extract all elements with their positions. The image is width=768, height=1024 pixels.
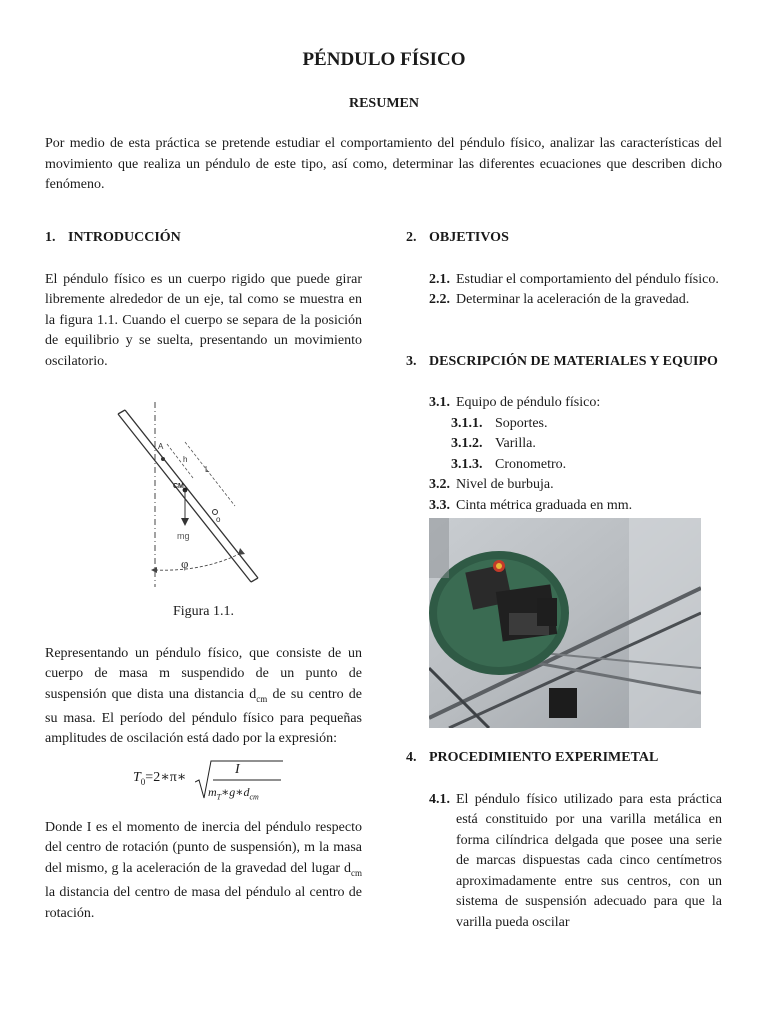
list-item: 3.1. Equipo de péndulo físico:	[429, 395, 601, 410]
label-cm: CM	[173, 483, 184, 490]
equipment-photo-drawing	[429, 518, 701, 728]
label-l: L	[205, 465, 210, 474]
figure-caption: Figura 1.1.	[172, 604, 235, 619]
label-a: A	[158, 442, 164, 451]
equipment-photo	[429, 518, 701, 728]
section-number: 4.	[406, 750, 417, 765]
section-number: 3.	[406, 353, 417, 369]
left-column	[45, 228, 362, 924]
objectives-list	[406, 270, 722, 311]
section-title: OBJETIVOS	[429, 230, 509, 245]
section-materials-heading	[406, 352, 722, 373]
procedure-list	[406, 790, 722, 934]
formula-numerator: I	[235, 761, 240, 777]
section-title: DESCRIPCIÓN DE MATERIALES Y EQUIPO	[429, 353, 718, 369]
section-number: 1.	[45, 230, 56, 245]
section-objectives-heading	[406, 228, 722, 249]
section-introduction-heading	[45, 228, 362, 249]
list-item: 3.1.1. Soportes.	[451, 415, 548, 431]
list-item: 3.2. Nivel de burbuja.	[429, 477, 554, 492]
list-item: 2.2. Determinar la aceleración de la gravedad.	[429, 292, 690, 307]
pendulum-figure	[45, 402, 362, 602]
list-item: 3.3. Cinta métrica graduada en mm.	[429, 497, 633, 513]
formula-denominator: $m_T∗g∗d_{cm}$	[208, 784, 259, 802]
materials-list	[406, 393, 722, 516]
intro-paragraph-3: Donde I es el momento de inercia del péndulo respecto del centro de rotación (punto de suspensión), m la masa del mismo, g la aceleración de la gravedad del lugar $d_{cm}$ la distancia del centro de masa del péndulo al centro de rotación.	[45, 819, 362, 921]
intro-paragraph-2: Representando un péndulo físico, que consiste de un cuerpo de masa m suspendido de un punto de suspensión que dista una distancia $d_{cm}$ de su centro de su masa. El período del péndulo físico para pequeñas amplitudes de oscilación está dado por la expresión:	[45, 645, 363, 747]
abstract-text: Por medio de esta práctica se pretende estudiar el comportamiento del péndulo físico, analizar las características del movimiento que realiza un péndulo de este tipo, así como, determinar las diferentes ecuaciones que describen dicho fenómeno.	[45, 136, 722, 192]
period-formula: $T_0=2∗\pi∗$ I $m_T∗g∗d_{cm}$	[45, 750, 362, 806]
pendulum-diagram	[45, 402, 362, 602]
list-item: 2.1. Estudiar el comportamiento del péndulo físico.	[429, 271, 719, 287]
list-item: 3.1.3. Cronometro.	[451, 456, 567, 472]
label-o: o	[216, 515, 221, 524]
intro-paragraph-1: El péndulo físico es un cuerpo rigido que puede girar libremente alrededor de un eje, tal como se muestra en la figura 1.1. Cuando el cuerpo se separa de la posición de equilibrio y se suelta, presentando un movimiento oscilatorio.	[45, 271, 362, 369]
section-title: PROCEDIMIENTO EXPERIMETAL	[429, 750, 659, 765]
list-item: 4.1. El péndulo físico utilizado para esta práctica está constituido por una varilla metálica en forma cilíndrica delgada que posee una serie de marcas dispuestas cada cinco centímetros aproximadamente entre sus centros, con un sistema de suspensión adecuado para que la varilla pueda oscilar	[429, 791, 722, 930]
section-number: 2.	[406, 230, 417, 245]
abstract-heading: RESUMEN	[348, 96, 419, 111]
section-title: INTRODUCCIÓN	[68, 230, 181, 245]
right-column	[406, 228, 722, 933]
label-h: h	[183, 455, 188, 464]
document-title: PÉNDULO FÍSICO	[302, 49, 466, 70]
list-item: 3.1.2. Varilla.	[451, 436, 536, 451]
label-phi: φ	[181, 556, 189, 571]
section-procedure-heading	[406, 748, 722, 769]
label-mg: mg	[177, 531, 190, 541]
